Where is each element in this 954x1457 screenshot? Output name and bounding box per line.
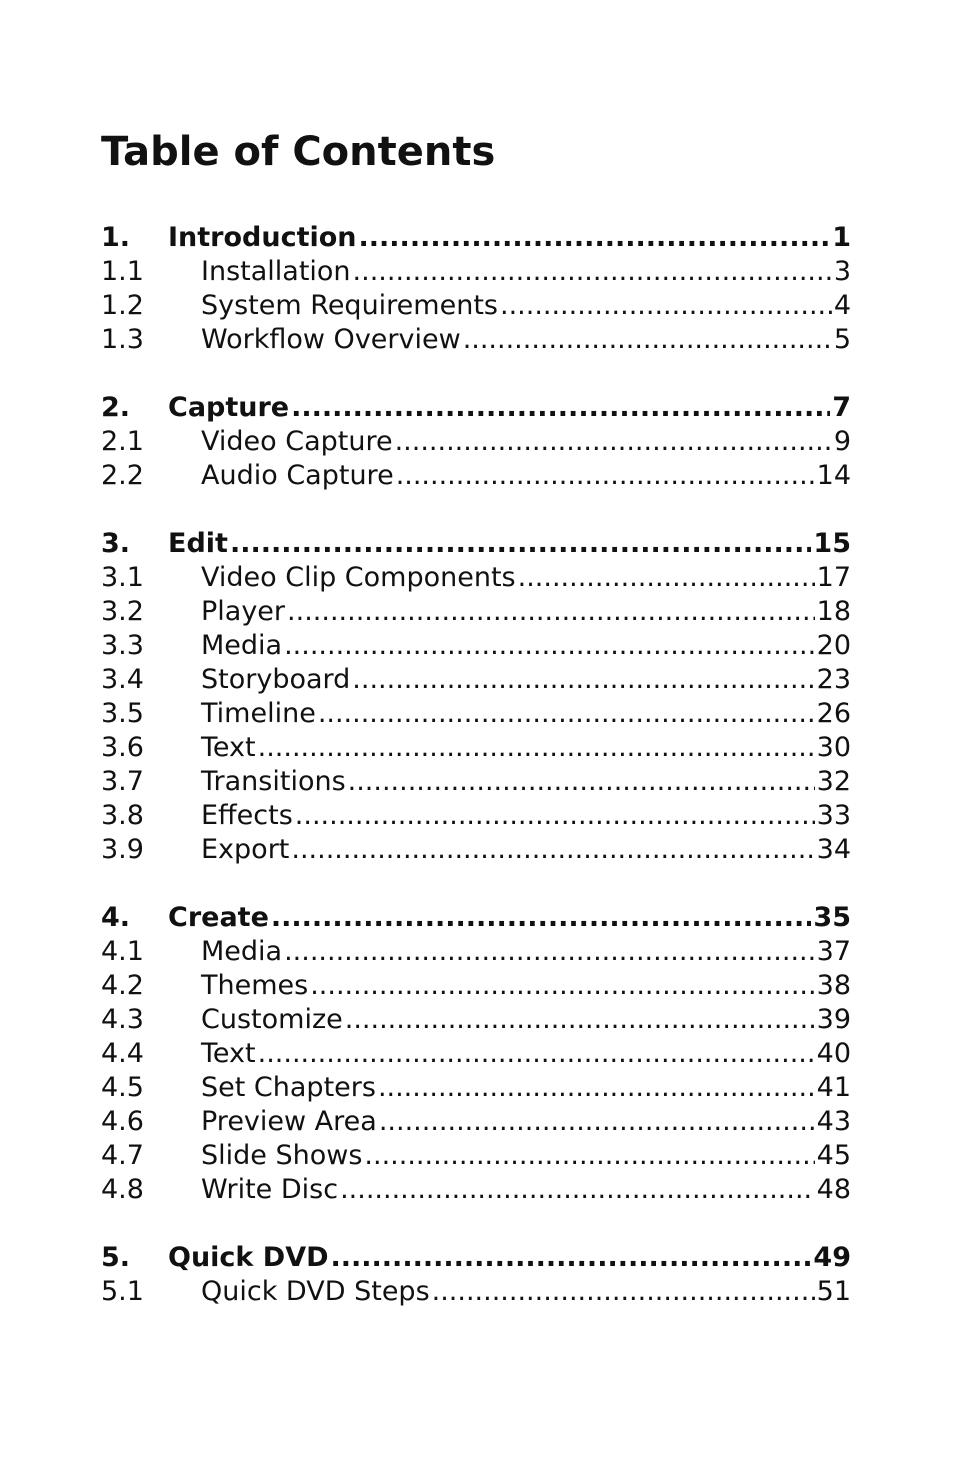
- entry-page-number: 40: [816, 1038, 851, 1069]
- dot-leader: [395, 425, 832, 459]
- entry-number: 5.: [101, 1242, 131, 1273]
- entry-number: 1.2: [101, 290, 144, 321]
- entry-page-number: 35: [813, 902, 851, 933]
- entry-title: Write Disc: [201, 1174, 339, 1205]
- toc-subsection-entry[interactable]: [101, 255, 851, 289]
- entry-title: Customize: [201, 1004, 343, 1035]
- dot-leader: [352, 663, 814, 697]
- entry-number: 3.5: [101, 698, 144, 729]
- entry-page-number: 33: [816, 800, 851, 831]
- toc-chapter-entry[interactable]: [101, 1241, 851, 1275]
- toc-subsection-entry[interactable]: [101, 459, 851, 493]
- toc-chapter-entry[interactable]: [101, 221, 851, 255]
- toc-subsection-entry[interactable]: [101, 969, 851, 1003]
- toc-chapter-entry[interactable]: [101, 901, 851, 935]
- entry-title: Quick DVD: [168, 1242, 329, 1273]
- toc-subsection-entry[interactable]: [101, 1173, 851, 1207]
- entry-page-number: 20: [816, 630, 851, 661]
- entry-number: 3.8: [101, 800, 144, 831]
- entry-number: 4.3: [101, 1004, 144, 1035]
- dot-leader: [284, 935, 815, 969]
- entry-number: 3.2: [101, 596, 144, 627]
- dot-leader: [348, 765, 815, 799]
- entry-page-number: 30: [816, 732, 851, 763]
- dot-leader: [310, 969, 814, 1003]
- toc-subsection-entry[interactable]: [101, 425, 851, 459]
- entry-page-number: 34: [816, 834, 851, 865]
- toc-subsection-entry[interactable]: [101, 289, 851, 323]
- entry-number: 4.4: [101, 1038, 144, 1069]
- entry-number: 4.5: [101, 1072, 144, 1103]
- dot-leader: [396, 459, 815, 493]
- toc-chapter-entry[interactable]: [101, 391, 851, 425]
- entry-title: Transitions: [201, 766, 346, 797]
- entry-title: Themes: [201, 970, 309, 1001]
- entry-number: 3.: [101, 528, 131, 559]
- entry-title: Set Chapters: [201, 1072, 376, 1103]
- dot-leader: [463, 323, 832, 357]
- toc-subsection-entry[interactable]: [101, 629, 851, 663]
- dot-leader: [258, 1037, 815, 1071]
- entry-number: 2.: [101, 392, 131, 423]
- entry-number: 3.7: [101, 766, 144, 797]
- entry-title: Preview Area: [201, 1106, 377, 1137]
- entry-number: 4.7: [101, 1140, 144, 1171]
- entry-page-number: 43: [816, 1106, 851, 1137]
- entry-number: 3.6: [101, 732, 144, 763]
- entry-number: 1.1: [101, 256, 144, 287]
- entry-title: Text: [201, 1038, 256, 1069]
- entry-title: Player: [201, 596, 286, 627]
- entry-number: 4.1: [101, 936, 144, 967]
- toc-subsection-entry[interactable]: [101, 561, 851, 595]
- dot-leader: [258, 731, 815, 765]
- toc-section: [101, 527, 851, 867]
- entry-page-number: 23: [816, 664, 851, 695]
- dot-leader: [359, 221, 831, 255]
- toc-subsection-entry[interactable]: [101, 1003, 851, 1037]
- entry-page-number: 26: [816, 698, 851, 729]
- toc-subsection-entry[interactable]: [101, 765, 851, 799]
- entry-page-number: 5: [833, 324, 851, 355]
- entry-title: Workflow Overview: [201, 324, 461, 355]
- toc-subsection-entry[interactable]: [101, 833, 851, 867]
- entry-number: 4.6: [101, 1106, 144, 1137]
- entry-title: Storyboard: [201, 664, 351, 695]
- entry-title: System Requirements: [201, 290, 498, 321]
- entry-page-number: 32: [816, 766, 851, 797]
- dot-leader: [284, 629, 815, 663]
- entry-title: Timeline: [201, 698, 316, 729]
- toc-chapter-entry[interactable]: [101, 527, 851, 561]
- entry-title: Effects: [201, 800, 293, 831]
- entry-title: Slide Shows: [201, 1140, 363, 1171]
- entry-page-number: 51: [816, 1276, 851, 1307]
- toc-subsection-entry[interactable]: [101, 1275, 851, 1309]
- toc-subsection-entry[interactable]: [101, 1071, 851, 1105]
- entry-number: 4.: [101, 902, 131, 933]
- entry-title: Media: [201, 630, 283, 661]
- entry-number: 4.8: [101, 1174, 144, 1205]
- toc-subsection-entry[interactable]: [101, 1139, 851, 1173]
- dot-leader: [287, 595, 815, 629]
- entry-number: 3.3: [101, 630, 144, 661]
- toc-section: [101, 221, 851, 357]
- entry-number: 1.3: [101, 324, 144, 355]
- entry-page-number: 48: [816, 1174, 851, 1205]
- entry-page-number: 7: [832, 392, 851, 423]
- entry-page-number: 3: [833, 256, 851, 287]
- entry-page-number: 15: [813, 528, 851, 559]
- entry-title: Installation: [201, 256, 351, 287]
- dot-leader: [432, 1275, 815, 1309]
- dot-leader: [318, 697, 815, 731]
- dot-leader: [353, 255, 832, 289]
- entry-page-number: 1: [832, 222, 851, 253]
- toc-subsection-entry[interactable]: [101, 935, 851, 969]
- toc-subsection-entry[interactable]: [101, 697, 851, 731]
- entry-page-number: 9: [833, 426, 851, 457]
- entry-page-number: 45: [816, 1140, 851, 1171]
- toc-section: [101, 391, 851, 493]
- entry-page-number: 18: [816, 596, 851, 627]
- entry-number: 2.1: [101, 426, 144, 457]
- entry-page-number: 38: [816, 970, 851, 1001]
- entry-number: 3.9: [101, 834, 144, 865]
- dot-leader: [230, 527, 811, 561]
- entry-page-number: 39: [816, 1004, 851, 1035]
- entry-title: Audio Capture: [201, 460, 394, 491]
- entry-page-number: 17: [816, 562, 851, 593]
- dot-leader: [345, 1003, 815, 1037]
- toc-subsection-entry[interactable]: [101, 595, 851, 629]
- entry-page-number: 37: [816, 936, 851, 967]
- toc-subsection-entry[interactable]: [101, 799, 851, 833]
- entry-number: 2.2: [101, 460, 144, 491]
- dot-leader: [340, 1173, 815, 1207]
- toc-section: [101, 1241, 851, 1309]
- entry-title: Export: [201, 834, 290, 865]
- entry-title: Capture: [168, 392, 290, 423]
- dot-leader: [291, 391, 830, 425]
- entry-number: 5.1: [101, 1276, 144, 1307]
- entry-title: Quick DVD Steps: [201, 1276, 430, 1307]
- dot-leader: [518, 561, 815, 595]
- entry-number: 3.4: [101, 664, 144, 695]
- toc-subsection-entry[interactable]: [101, 731, 851, 765]
- entry-title: Create: [168, 902, 269, 933]
- entry-title: Text: [201, 732, 256, 763]
- dot-leader: [291, 833, 814, 867]
- entry-page-number: 4: [833, 290, 851, 321]
- toc-list: [101, 221, 851, 1343]
- entry-title: Introduction: [168, 222, 357, 253]
- toc-section: [101, 901, 851, 1207]
- entry-page-number: 49: [813, 1242, 851, 1273]
- entry-page-number: 41: [816, 1072, 851, 1103]
- entry-number: 3.1: [101, 562, 144, 593]
- dot-leader: [271, 901, 812, 935]
- dot-leader: [331, 1241, 812, 1275]
- toc-subsection-entry[interactable]: [101, 1037, 851, 1071]
- dot-leader: [500, 289, 832, 323]
- entry-number: 4.2: [101, 970, 144, 1001]
- page-title: Table of Contents: [101, 129, 496, 175]
- dot-leader: [378, 1071, 815, 1105]
- toc-subsection-entry[interactable]: [101, 323, 851, 357]
- dot-leader: [379, 1105, 815, 1139]
- dot-leader: [364, 1139, 814, 1173]
- entry-title: Media: [201, 936, 283, 967]
- toc-subsection-entry[interactable]: [101, 1105, 851, 1139]
- entry-page-number: 14: [816, 460, 851, 491]
- entry-number: 1.: [101, 222, 131, 253]
- toc-subsection-entry[interactable]: [101, 663, 851, 697]
- entry-title: Edit: [168, 528, 228, 559]
- entry-title: Video Capture: [201, 426, 393, 457]
- dot-leader: [295, 799, 815, 833]
- entry-title: Video Clip Components: [201, 562, 516, 593]
